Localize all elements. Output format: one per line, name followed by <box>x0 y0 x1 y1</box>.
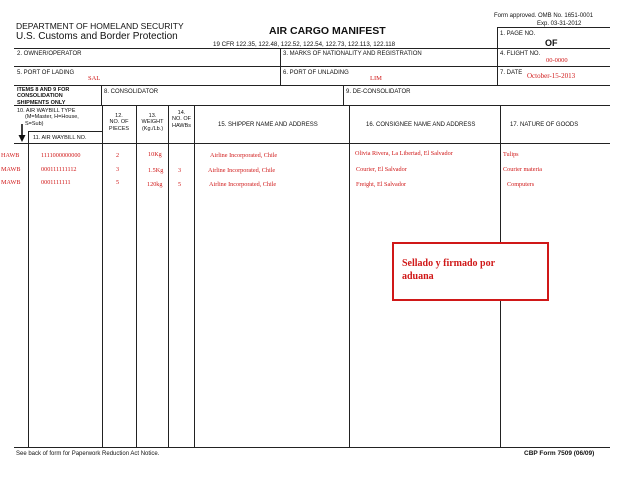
deconsolidator-label: 9. DE-CONSOLIDATOR <box>346 89 411 95</box>
row-awb-type: MAWB <box>1 166 21 173</box>
row-consignee: Olivia Rivera, La Libertad, El Salvador <box>355 150 453 157</box>
consolidation-note: ITEMS 8 AND 9 FOR CONSOLIDATION SHIPMENTS ONLY <box>17 87 70 106</box>
row-weight: 10Kg <box>148 151 162 158</box>
port-of-lading-value: SAL <box>88 75 101 82</box>
row-consignee: Courier, El Salvador <box>356 166 407 173</box>
row-consignee: Freight, El Salvador <box>356 181 407 188</box>
row-awb-type: MAWB <box>1 179 21 186</box>
hawbs-header: 14. NO. OF HAWBs <box>171 110 192 129</box>
row-pieces: 5 <box>116 179 120 186</box>
row-weight: 1.5Kg <box>148 167 164 174</box>
shipper-header: 15. SHIPPER NAME AND ADDRESS <box>218 122 318 128</box>
row-awb-type: HAWB <box>1 152 20 159</box>
row-nature: Tulips <box>503 151 519 158</box>
consignee-header: 16. CONSIGNEE NAME AND ADDRESS <box>366 122 476 128</box>
stamp-box <box>392 242 549 301</box>
row-hawbs: 3 <box>178 167 182 174</box>
rule-row-4 <box>14 105 610 106</box>
awb-type-header: 10. AIR WAYBILL TYPE (M=Master, H=House, S=Sub) <box>17 108 79 127</box>
page-title: AIR CARGO MANIFEST <box>269 25 386 37</box>
row-awb-no: 0001111111 <box>41 179 71 186</box>
row-shipper: Airline Incorporated, Chile <box>208 167 276 174</box>
agency-name: DEPARTMENT OF HOMELAND SECURITY <box>16 21 184 31</box>
weight-header: 13. WEIGHT (Kg./Lb.) <box>141 113 164 132</box>
stamp-text-line2: aduana <box>402 271 434 282</box>
awb-no-header: 11. AIR WAYBILL NO. <box>33 135 87 141</box>
rule-top-right <box>497 27 610 28</box>
rule-bottom <box>14 447 610 448</box>
cfr-reference: 19 CFR 122.35, 122.48, 122.52, 122.54, 122.73, 122.113, 122.118 <box>213 41 396 48</box>
port-of-unlading-value: LIM <box>370 75 382 82</box>
flight-no-label: 4. FLIGHT NO. <box>500 51 541 57</box>
row-hawbs: 5 <box>178 181 182 188</box>
form-number: CBP Form 7509 (06/09) <box>524 450 595 457</box>
owner-operator-label: 2. OWNER/OPERATOR <box>17 51 82 57</box>
expiration-date: Exp. 03-31-2012 <box>537 21 582 27</box>
row-shipper: Airline Incorporated, Chile <box>210 152 278 159</box>
flight-no-value: 00-0000 <box>546 57 568 64</box>
row-pieces: 2 <box>116 152 120 159</box>
footer-notice: See back of form for Paperwork Reduction Act Notice. <box>16 451 160 457</box>
row-awb-no: 000111111112 <box>41 166 77 173</box>
row-shipper: Airline Incorporated, Chile <box>209 181 277 188</box>
stamp-text-line1: Sellado y firmado por <box>402 258 496 269</box>
agency-subname: U.S. Customs and Border Protection <box>16 31 178 42</box>
rule-row-5 <box>14 143 610 144</box>
port-of-unlading-label: 6. PORT OF UNLADING <box>283 70 349 76</box>
row-nature: Computers <box>507 181 535 188</box>
row-pieces: 3 <box>116 166 120 173</box>
date-value: October-15-2013 <box>527 72 576 80</box>
rule-row-1 <box>14 48 610 49</box>
page-no-label: 1. PAGE NO. <box>500 31 536 37</box>
omb-number: Form approved. OMB No. 1651-0001 <box>494 13 594 19</box>
rule-row-2 <box>14 66 610 67</box>
nature-header: 17. NATURE OF GOODS <box>510 122 579 128</box>
row-awb-no: 1111000000000 <box>41 152 81 159</box>
date-label: 7. DATE <box>500 70 523 76</box>
row-nature: Courier materia <box>503 166 542 173</box>
port-of-lading-label: 5. PORT OF LADING <box>17 70 75 76</box>
consolidator-label: 8. CONSOLIDATOR <box>104 89 159 95</box>
row-weight: 120kg <box>147 181 163 188</box>
pieces-header: 12. NO. OF PIECES <box>108 113 130 132</box>
rule-row-3 <box>14 85 610 86</box>
marks-label: 3. MARKS OF NATIONALITY AND REGISTRATION <box>283 51 422 57</box>
down-arrow-icon <box>17 123 27 143</box>
page-no-value: OF <box>545 38 558 48</box>
